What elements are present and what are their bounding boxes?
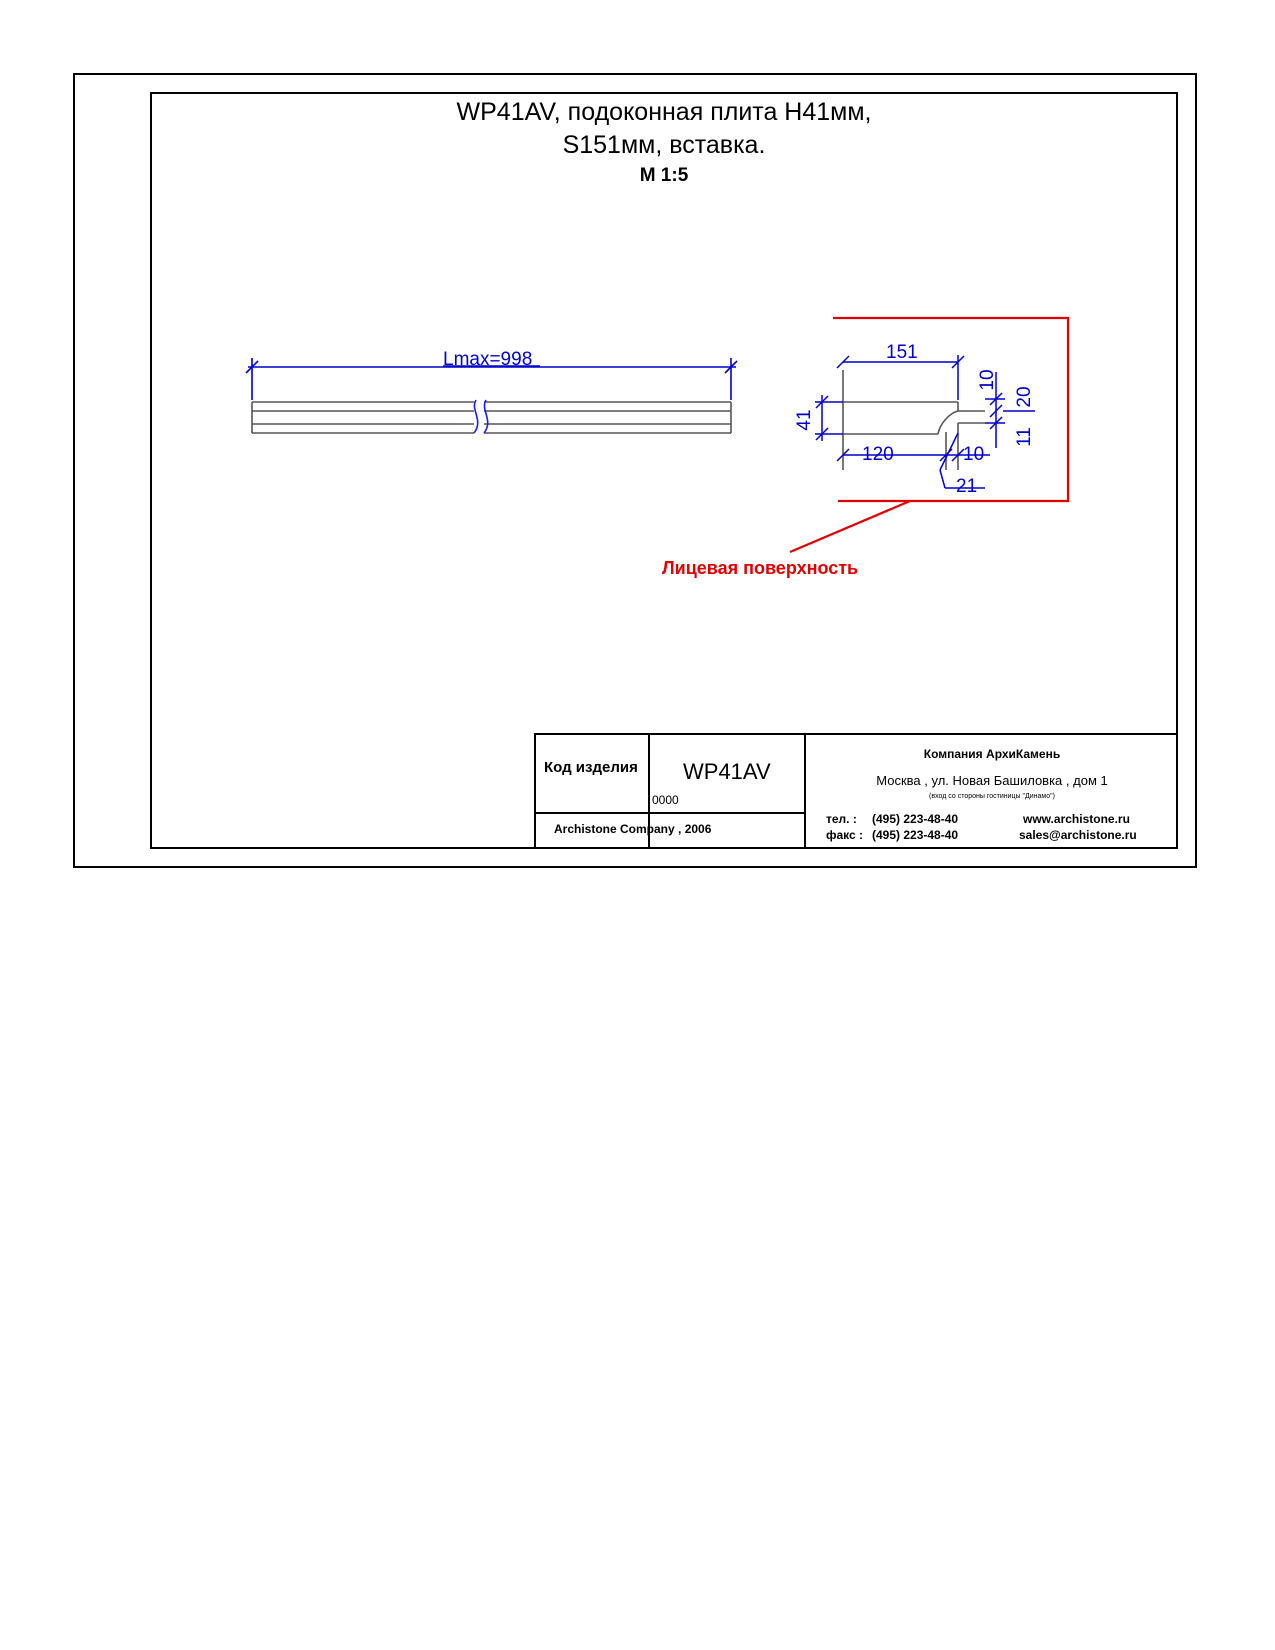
product-code-number: 0000 xyxy=(652,793,679,807)
height-dimension-label: 41 xyxy=(794,409,815,431)
width-dimension-label: 151 xyxy=(886,342,918,363)
phone-label: тел. : xyxy=(826,812,857,826)
copyright-text: Archistone Company , 2006 xyxy=(554,822,712,836)
bottom-flat-dimension-label: 120 xyxy=(862,444,894,465)
company-address-note: (вход со стороны гостиницы "Динамо") xyxy=(929,793,1055,800)
drawing-scale: М 1:5 xyxy=(639,165,689,186)
company-address: Москва , ул. Новая Башиловка , дом 1 xyxy=(876,773,1108,788)
phone-number: (495) 223-48-40 xyxy=(872,812,959,826)
email-link[interactable]: sales@archistone.ru xyxy=(1019,828,1137,842)
company-name: Компания АрхиКамень xyxy=(923,747,1061,761)
side-view xyxy=(252,402,731,433)
drawing-title-line2: S151мм, вставка. xyxy=(562,131,766,159)
fax-number: (495) 223-48-40 xyxy=(872,828,959,842)
title-block-row-divider xyxy=(536,812,804,814)
fax-label: факс : xyxy=(826,828,864,842)
length-dimension-label: Lmax=998 xyxy=(443,349,533,370)
title-block xyxy=(534,733,1178,849)
product-code-value: WP41AV xyxy=(683,759,771,784)
groove-total-dimension-label: 20 xyxy=(1014,386,1035,408)
drawing-title-line1: WP41AV, подоконная плита H41мм, xyxy=(456,98,872,126)
product-code-label: Код изделия xyxy=(544,759,638,776)
break-symbol xyxy=(474,400,488,433)
face-surface-label: Лицевая поверхность xyxy=(662,558,859,578)
website-link[interactable]: www.archistone.ru xyxy=(1023,812,1130,826)
bottom-step-dimension-label: 10 xyxy=(963,444,985,465)
section-dimensions xyxy=(815,355,1035,488)
groove-top-dimension-label: 10 xyxy=(977,369,998,391)
groove-bottom-dimension-label: 11 xyxy=(1014,427,1035,447)
radius-dimension-label: 21 xyxy=(956,476,978,497)
